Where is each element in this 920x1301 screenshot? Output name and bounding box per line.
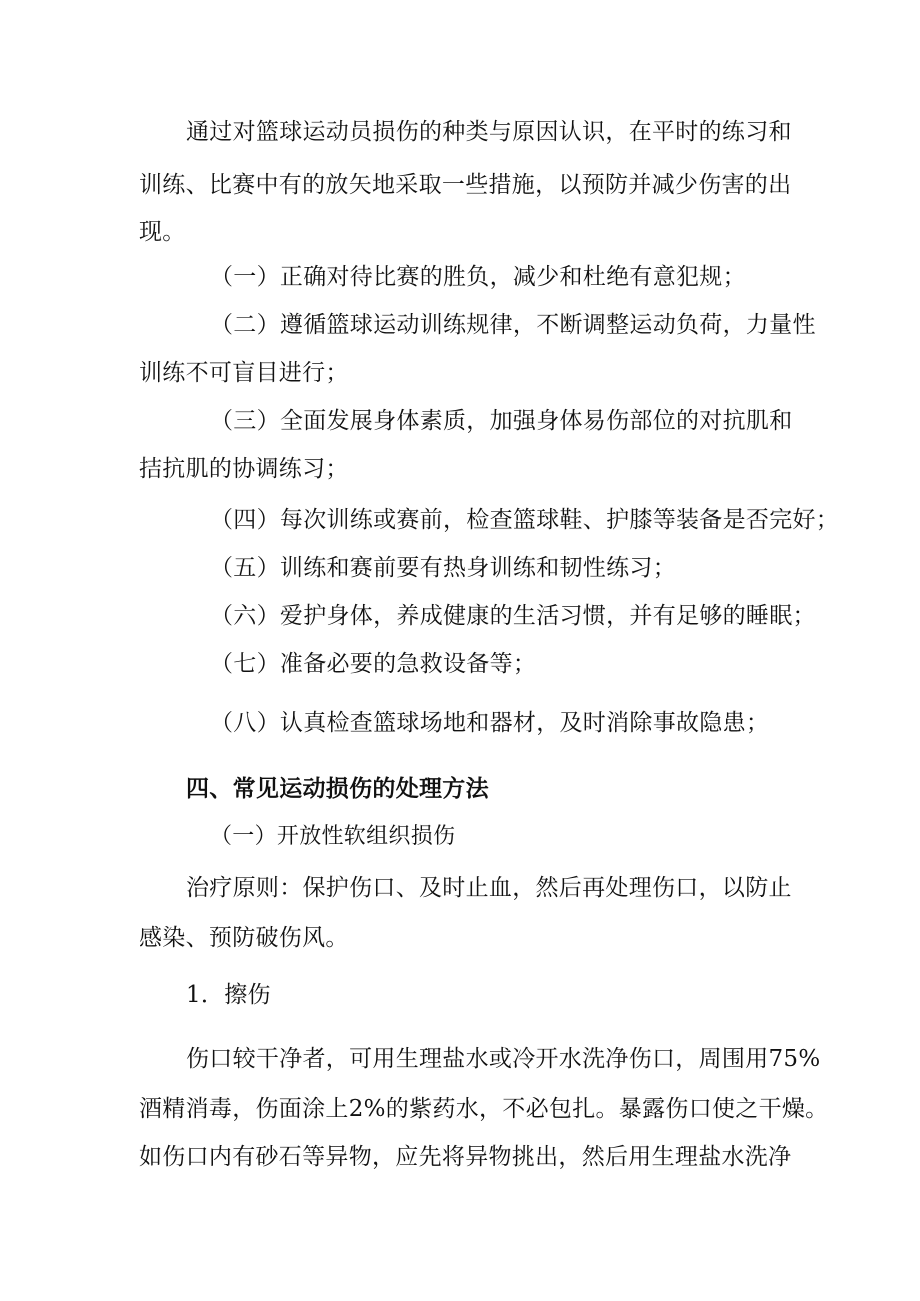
measure-7: （七）准备必要的急救设备等； (210, 651, 537, 677)
measure-2-line-2: 训练不可盲目进行； (139, 360, 349, 386)
measure-1: （一）正确对待比赛的胜负，减少和杜绝有意犯规； (210, 264, 746, 290)
measure-3-line-2: 拮抗肌的协调练习； (139, 456, 349, 482)
intro-line-1: 通过对篮球运动员损伤的种类与原因认识，在平时的练习和 (186, 119, 792, 145)
measure-5: （五）训练和赛前要有热身训练和韧性练习； (210, 555, 676, 581)
measure-6: （六）爱护身体，养成健康的生活习惯，并有足够的睡眠； (210, 603, 816, 629)
item-title: 1．擦伤 (186, 982, 271, 1008)
abrasion-line-1: 伤口较干净者，可用生理盐水或冷开水洗净伤口，周围用75% (186, 1046, 821, 1072)
measure-3-line-1: （三）全面发展身体素质，加强身体易伤部位的对抗肌和 (210, 408, 793, 434)
abrasion-line-3: 如伤口内有砂石等异物，应先将异物挑出，然后用生理盐水洗净 (139, 1144, 792, 1170)
measure-2-line-1: （二）遵循篮球运动训练规律，不断调整运动负荷，力量性 (210, 312, 816, 338)
measure-8: （八）认真检查篮球场地和器材，及时消除事故隐患； (210, 710, 770, 736)
principle-line-2: 感染、预防破伤风。 (139, 925, 349, 951)
sub-heading: （一）开放性软组织损伤 (210, 824, 456, 849)
intro-line-2: 训练、比赛中有的放矢地采取一些措施，以预防并减少伤害的出 (139, 172, 792, 198)
principle-line-1: 治疗原则：保护伤口、及时止血，然后再处理伤口，以防止 (186, 875, 792, 901)
abrasion-line-2: 酒精消毒，伤面涂上2%的紫药水，不必包扎。暴露伤口使之干燥。 (139, 1096, 829, 1122)
section-heading: 四、常见运动损伤的处理方法 (186, 776, 489, 802)
measure-4: （四）每次训练或赛前，检查篮球鞋、护膝等装备是否完好； (210, 507, 840, 533)
intro-line-3: 现。 (139, 219, 186, 245)
